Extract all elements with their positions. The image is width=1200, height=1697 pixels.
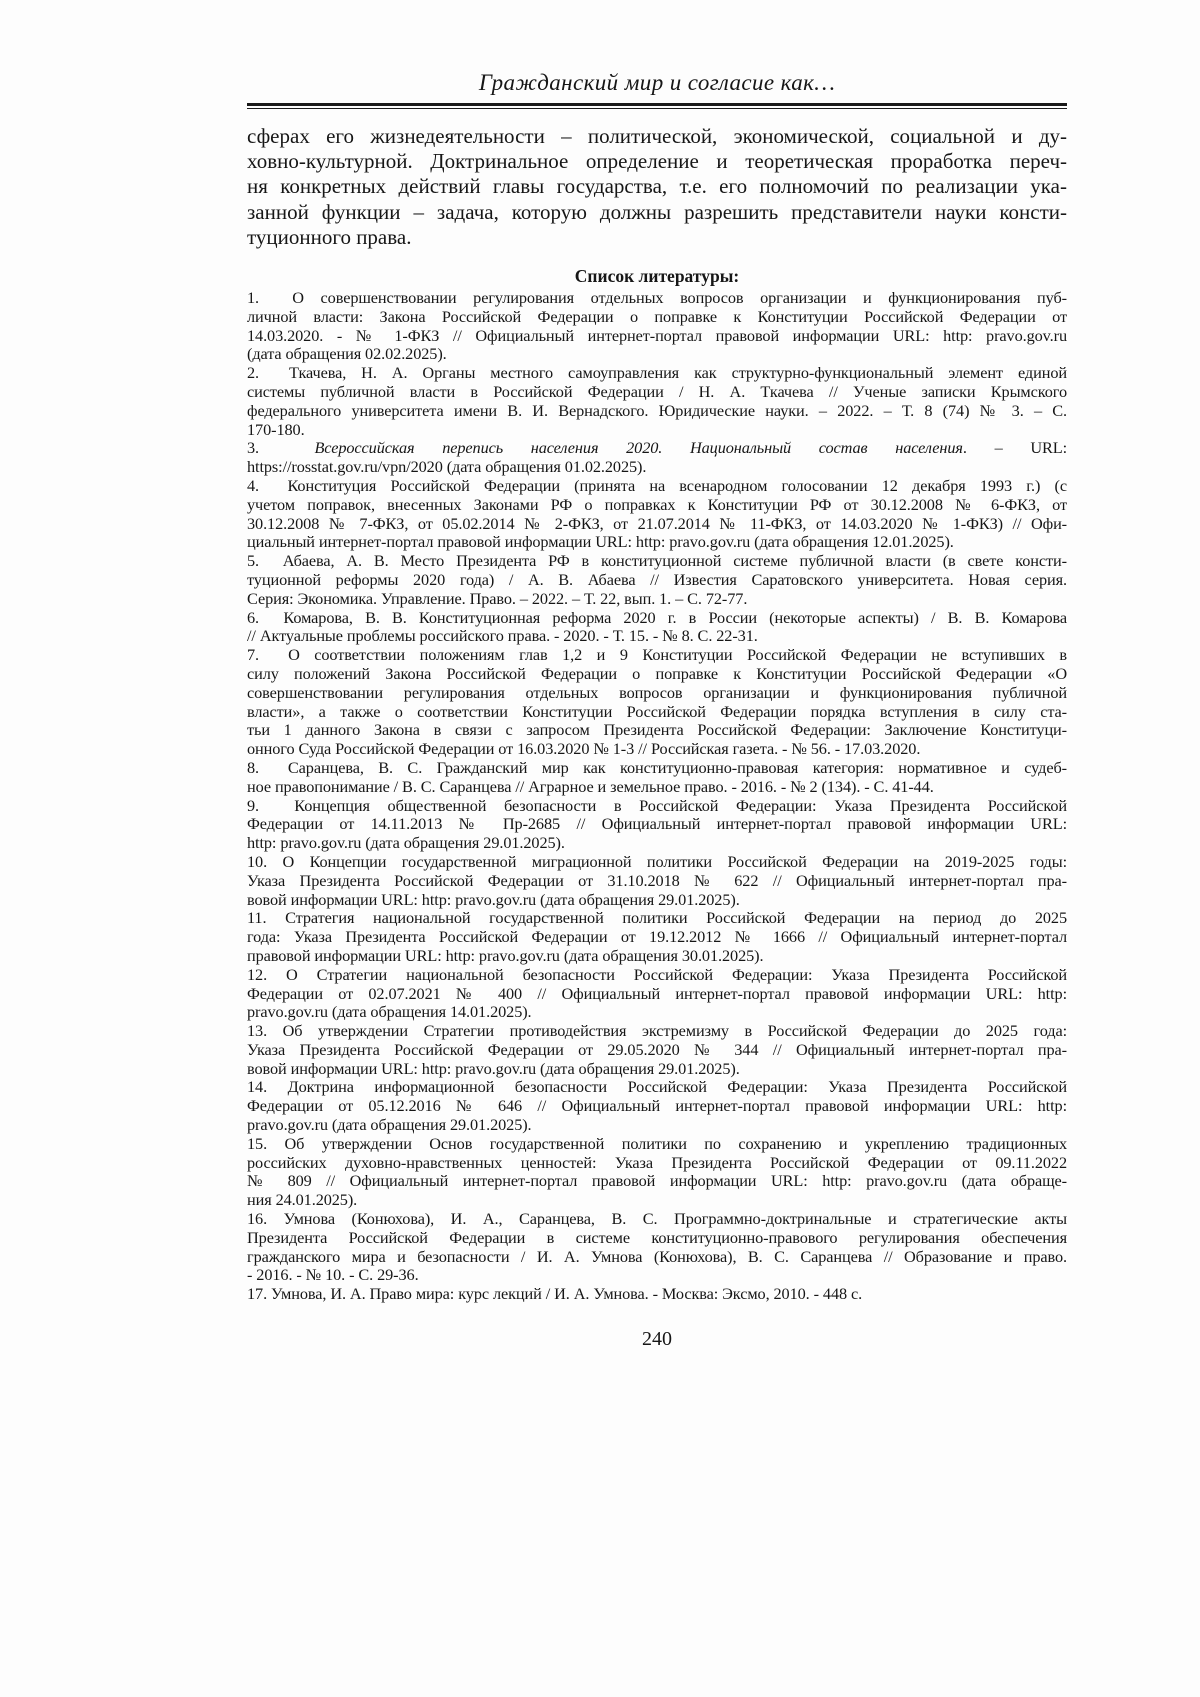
- text-line: 170-180.: [247, 419, 305, 439]
- text-line: тьи 1 данного Закона в связи с запросом Президента Российской Федерации: Заключение Конституци-: [247, 720, 1067, 740]
- text-line: Серия: Экономика. Управление. Право. – 2022. – Т. 22, вып. 1. – С. 72-77.: [247, 588, 748, 608]
- text-line: учетом поправок, внесенных Законами РФ о поправках к Конституции РФ от 30.12.2008 № 6-ФКЗ, от: [247, 494, 1067, 514]
- text-line: личной власти: Закона Российской Федерации о поправке к Конституции Российской Федерации от: [247, 306, 1067, 326]
- running-head: Гражданский мир и согласие как…: [478, 70, 836, 95]
- text-line: вовой информации URL: http: pravo.gov.ru (дата обращения 29.01.2025).: [247, 889, 740, 909]
- text-line: 14.03.2020. - № 1-ФКЗ // Официальный интернет-портал правовой информации URL: http: pravo.gov.ru: [247, 325, 1067, 345]
- text-line: вовой информации URL: http: pravo.gov.ru (дата обращения 29.01.2025).: [247, 1058, 740, 1078]
- text-line: // Актуальные проблемы российского права. - 2020. - Т. 15. - № 8. С. 22-31.: [247, 626, 758, 646]
- reference-item: [247, 797, 1067, 853]
- reference-item: [247, 1078, 1067, 1134]
- text-line: 6. Комарова, В. В. Конституционная реформа 2020 г. в России (некоторые аспекты) / В. В. Комарова: [247, 607, 1067, 627]
- text-line: 14. Доктрина информационной безопасности Российской Федерации: Указа Президента Российской: [247, 1077, 1067, 1097]
- intro-paragraph: [247, 124, 1067, 250]
- text-segment: 3.: [247, 438, 315, 458]
- references-heading: Список литературы:: [574, 266, 740, 287]
- text-line: 11. Стратегия национальной государственной политики Российской Федерации на период до 2025: [247, 908, 1067, 928]
- text-line: 30.12.2008 № 7-ФКЗ, от 05.02.2014 № 2-ФКЗ, от 21.07.2014 № 11-ФКЗ, от 14.03.2020 № 1-ФКЗ) // Офи-: [247, 513, 1067, 533]
- text-line: совершенствовании регулирования отдельных вопросов организации и функционирования публичной: [247, 682, 1067, 702]
- text-line: Президента Российской Федерации в системе конституционно-правового регулирования обеспечения: [247, 1227, 1067, 1247]
- text-line: 16. Умнова (Конюхова), И. А., Саранцева, В. С. Программно-доктринальные и стратегические акты: [247, 1209, 1067, 1229]
- text-line: 2. Ткачева, Н. А. Органы местного самоуправления как структурно-функциональный элемент единой: [247, 363, 1067, 383]
- reference-item: [247, 909, 1067, 965]
- text-line: 5. Абаева, А. В. Место Президента РФ в конституционной системе публичной власти (в свете консти-: [247, 551, 1067, 571]
- text-line: гражданского мира и безопасности / И. А. Умнова (Конюхова), В. С. Саранцева // Образование и право.: [247, 1246, 1067, 1266]
- text-line: http: pravo.gov.ru (дата обращения 29.01.2025).: [247, 833, 565, 853]
- reference-item: [247, 759, 1067, 797]
- text-line: 4. Конституция Российской Федерации (принята на всенародном голосовании 12 декабря 1993 г.) (с: [247, 475, 1067, 495]
- text-line: Федерации от 02.07.2021 № 400 // Официальный интернет-портал правовой информации URL: http:: [247, 983, 1067, 1003]
- italic-text-segment: Всероссийская перепись населения 2020. Национальный состав населения: [314, 438, 963, 458]
- text-line: 1. О совершенствовании регулирования отдельных вопросов организации и функционирования пуб-: [247, 288, 1067, 308]
- text-line: https://rosstat.gov.ru/vpn/2020 (дата обращения 01.02.2025).: [247, 457, 647, 477]
- text-line: федерального университета имени В. И. Вернадского. Юридические науки. – 2022. – Т. 8 (74) № 3. – С.: [247, 400, 1067, 420]
- reference-item: [247, 552, 1067, 608]
- reference-item: [247, 609, 1067, 647]
- text-line: 9. Концепция общественной безопасности в Российской Федерации: Указа Президента Российской: [247, 795, 1067, 815]
- text-line: 7. О соответствии положениям глав 1,2 и 9 Конституции Российской Федерации не вступивших в: [247, 645, 1067, 665]
- reference-item: [247, 439, 1067, 477]
- text-line: pravo.gov.ru (дата обращения 14.01.2025).: [247, 1002, 532, 1022]
- text-line: Указа Президента Российской Федерации от 31.10.2018 № 622 // Официальный интернет-портал пра-: [247, 870, 1067, 890]
- text-line: туционной реформы 2020 года) / А. В. Абаева // Известия Саратовского университета. Новая серия.: [247, 569, 1067, 589]
- text-line: Федерации от 14.11.2013 № Пр-2685 // Официальный интернет-портал правовой информации URL:: [247, 814, 1067, 834]
- reference-item: [247, 1022, 1067, 1078]
- text-line: - 2016. - № 10. - С. 29-36.: [247, 1265, 419, 1285]
- text-line: Федерации от 05.12.2016 № 646 // Официальный интернет-портал правовой информации URL: http:: [247, 1096, 1067, 1116]
- text-line: власти», а также о соответствии Конституции Российской Федерации порядка вступления в силу ста-: [247, 701, 1067, 721]
- header-rule: [247, 103, 1067, 109]
- text-line: (дата обращения 02.02.2025).: [247, 344, 447, 364]
- reference-item: [247, 646, 1067, 759]
- text-line: [247, 439, 1067, 458]
- text-line: Указа Президента Российской Федерации от 29.05.2020 № 344 // Официальный интернет-портал пра-: [247, 1039, 1067, 1059]
- text-line: 17. Умнова, И. А. Право мира: курс лекций / И. А. Умнова. - Москва: Эксмо, 2010. - 448 с.: [247, 1284, 863, 1304]
- text-line: силу положений Закона Российской Федерации о поправке к Конституции Российской Федерации «О: [247, 663, 1067, 683]
- text-line: ня конкретных действий главы государства, т.е. его полномочий по реализации ука-: [247, 174, 1067, 199]
- text-line: российских духовно-нравственных ценностей: Указа Президента Российской Федерации от 09.11.2022: [247, 1152, 1067, 1172]
- reference-item: [247, 289, 1067, 364]
- reference-item: [247, 1285, 1067, 1304]
- reference-item: [247, 1210, 1067, 1285]
- text-line: ное правопонимание / В. С. Саранцева // Аграрное и земельное право. - 2016. - № 2 (134). - С. 41-44.: [247, 776, 934, 796]
- text-line: 15. Об утверждении Основ государственной политики по сохранению и укреплению традиционных: [247, 1133, 1067, 1153]
- text-segment: . – URL:: [962, 438, 1068, 458]
- reference-item: [247, 1135, 1067, 1210]
- text-line: 10. О Концепции государственной миграционной политики Российской Федерации на 2019-2025 годы:: [247, 851, 1067, 871]
- text-line: онного Суда Российской Федерации от 16.03.2020 № 1-3 // Российская газета. - № 56. - 17.03.2020.: [247, 739, 921, 759]
- text-line: 12. О Стратегии национальной безопасности Российской Федерации: Указа Президента Российской: [247, 964, 1067, 984]
- text-line: 13. Об утверждении Стратегии противодействия экстремизму в Российской Федерации до 2025 года:: [247, 1021, 1067, 1041]
- reference-item: [247, 364, 1067, 439]
- text-line: правовой информации URL: http: pravo.gov.ru (дата обращения 30.01.2025).: [247, 945, 764, 965]
- text-line: сферах его жизнедеятельности – политической, экономической, социальной и ду-: [247, 124, 1067, 148]
- text-line: года: Указа Президента Российской Федерации от 19.12.2012 № 1666 // Официальный интернет-портал: [247, 927, 1067, 947]
- page-number: 240: [642, 1328, 672, 1351]
- text-line: № 809 // Официальный интернет-портал правовой информации URL: http: pravo.gov.ru (дата обраще-: [247, 1171, 1067, 1191]
- text-line: циальный интернет-портал правовой информации URL: http: pravo.gov.ru (дата обращения 12.01.2025).: [247, 532, 954, 552]
- reference-item: [247, 477, 1067, 552]
- text-line: ния 24.01.2025).: [247, 1190, 358, 1210]
- text-line: занной функции – задача, которую должны разрешить представители науки консти-: [247, 199, 1067, 224]
- reference-item: [247, 853, 1067, 909]
- text-line: системы публичной власти в Российской Федерации / Н. А. Ткачева // Ученые записки Крымского: [247, 382, 1067, 401]
- text-line: туционного права.: [247, 224, 412, 249]
- text-line: ховно-культурной. Доктринальное определение и теоретическая проработка переч-: [247, 149, 1067, 174]
- references-list: [247, 289, 1067, 1304]
- reference-item: [247, 966, 1067, 1022]
- text-line: pravo.gov.ru (дата обращения 29.01.2025).: [247, 1115, 532, 1135]
- text-line: 8. Саранцева, В. С. Гражданский мир как конституционно-правовая категория: нормативное и судеб-: [247, 757, 1067, 777]
